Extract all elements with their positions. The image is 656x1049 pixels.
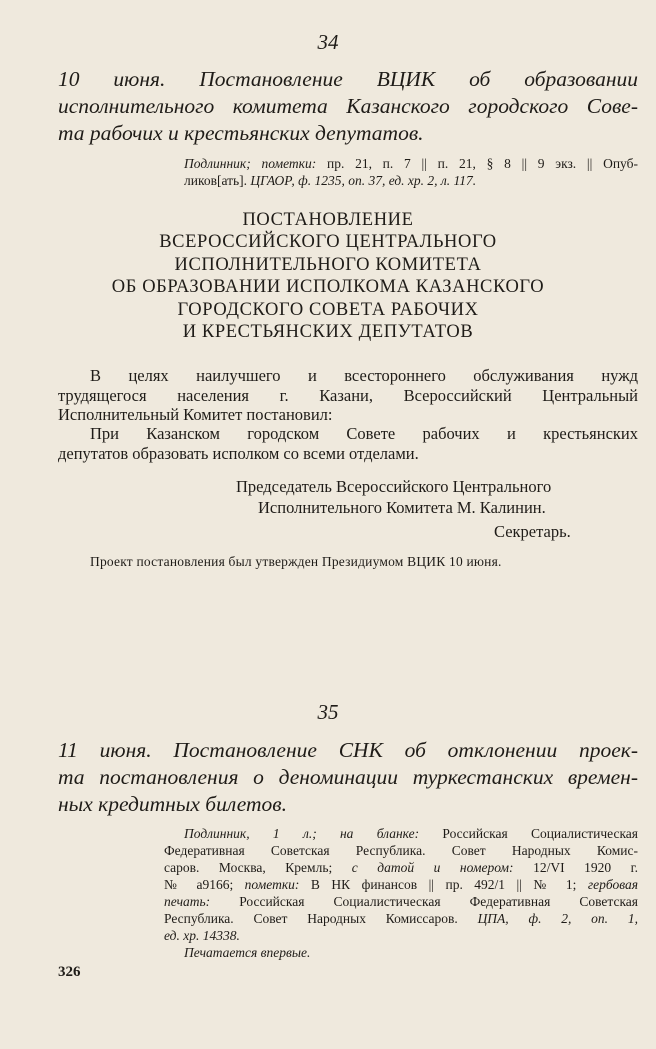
document-heading	[58, 737, 638, 818]
signature-secretary: Секретарь.	[494, 522, 571, 541]
document-number: 35	[317, 700, 339, 724]
title-line: И КРЕСТЬЯНСКИХ ДЕПУТАТОВ	[182, 322, 474, 343]
heading-line: 10 июня. Постановление ВЦИК об образовании	[58, 67, 638, 91]
heading-line: ных кредитных билетов.	[58, 792, 287, 816]
title-line: ИСПОЛНИТЕЛЬНОГО КОМИТЕТА	[174, 254, 482, 275]
source-line: Федеративная Советская Республика. Совет Народных Комис-	[164, 843, 638, 858]
editorial-note: Проект постановления был утвержден Президиумом ВЦИК 10 июня.	[90, 554, 502, 569]
source-line: ликов[ать]. ЦГАОР, ф. 1235, оп. 37, ед. хр. 2, л. 117.	[184, 173, 477, 188]
document-number: 34	[317, 30, 339, 54]
page-number: 326	[58, 964, 81, 980]
paragraph-line: депутатов образовать исполком со всеми отделами.	[58, 443, 419, 463]
source-line: Печатается впервые.	[184, 945, 311, 960]
source-line: саров. Москва, Кремль; с датой и номером: 12/VI 1920 г.	[164, 860, 638, 875]
title-line: ПОСТАНОВЛЕНИЕ	[242, 210, 414, 230]
source-line: Подлинник; пометки: пр. 21, п. 7 || п. 21, § 8 || 9 экз. || Опуб-	[184, 156, 638, 171]
archival-source	[184, 155, 638, 189]
heading-line: 11 июня. Постановление СНК об отклонении проек-	[58, 738, 638, 762]
heading-line: та рабочих и крестьянских депутатов.	[58, 121, 424, 145]
source-line: Республика. Совет Народных Комиссаров. ЦПА, ф. 2, оп. 1,	[164, 911, 638, 926]
source-line: № а9166; пометки: В НК финансов || пр. 492/1 || № 1; гербовая	[164, 877, 638, 892]
title-line: ВСЕРОССИЙСКОГО ЦЕНТРАЛЬНОГО	[159, 232, 497, 253]
title-line: ОБ ОБРАЗОВАНИИ ИСПОЛКОМА КАЗАНСКОГО	[111, 277, 545, 298]
signature-chairman-name: Исполнительного Комитета М. Калинин.	[258, 498, 546, 517]
signature-chairman: Председатель Всероссийского Центрального	[236, 477, 552, 496]
paragraph-line: При Казанском городском Совете рабочих и крестьянских	[90, 424, 638, 443]
resolution-paragraph	[58, 366, 638, 425]
resolution-title	[0, 209, 656, 343]
document-heading	[58, 66, 638, 147]
heading-line: исполнительного комитета Казанского городского Сове-	[58, 94, 638, 118]
title-line: ГОРОДСКОГО СОВЕТА РАБОЧИХ	[177, 299, 479, 320]
resolution-paragraph	[58, 424, 638, 463]
source-line: печать: Российская Социалистическая Федеративная Советская	[164, 894, 638, 909]
heading-line: та постановления о деноминации туркестанских времен-	[58, 765, 638, 789]
paragraph-line: Исполнительный Комитет постановил:	[58, 405, 333, 424]
source-line: Подлинник, 1 л.; на бланке: Российская Социалистическая	[184, 826, 639, 841]
source-line: ед. хр. 14338.	[164, 928, 240, 943]
archival-source	[164, 825, 639, 961]
paragraph-line: трудящегося населения г. Казани, Всероссийский Центральный	[58, 385, 638, 405]
paragraph-line: В целях наилучшего и всестороннего обслуживания нужд	[90, 366, 638, 385]
